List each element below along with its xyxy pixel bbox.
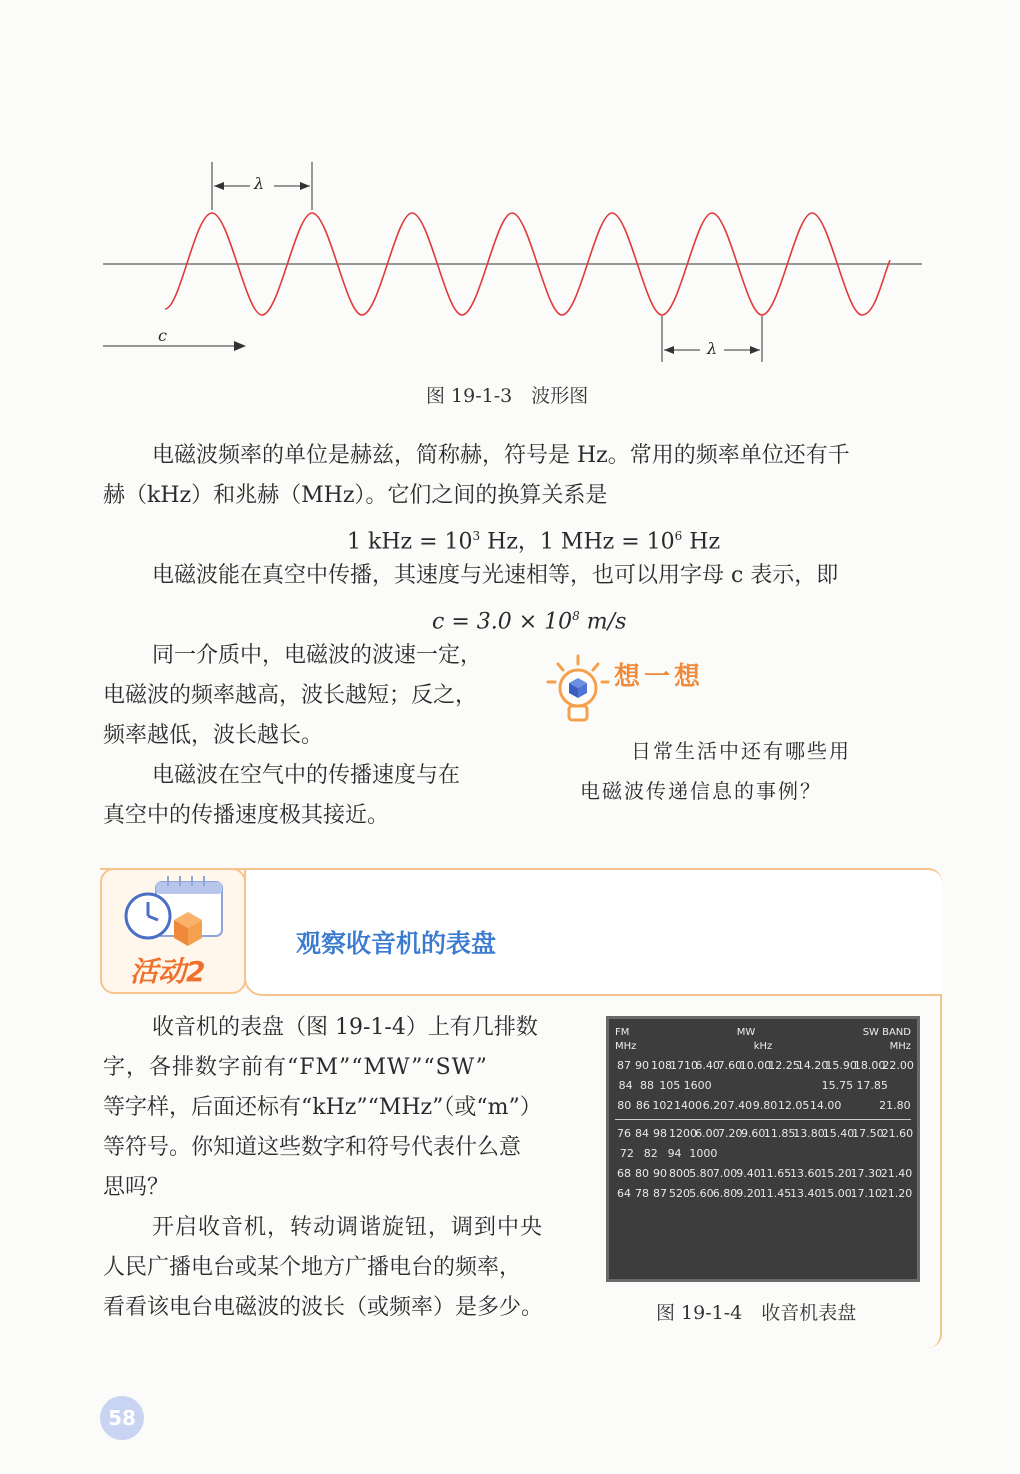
- dial-value: 6.00: [695, 1127, 720, 1140]
- dial-row: [615, 1147, 911, 1160]
- dial-value: 7.20: [718, 1127, 743, 1140]
- dial-value: 14.20: [796, 1059, 829, 1072]
- dial-value: 9.20: [736, 1187, 761, 1200]
- dial-value: 88: [639, 1079, 654, 1092]
- dial-value: 17.10: [850, 1187, 883, 1200]
- dial-value: 80: [635, 1167, 649, 1180]
- think-line: 日常生活中还有哪些用: [631, 739, 851, 763]
- dial-row: [615, 1099, 911, 1112]
- dial-value: 15.00: [820, 1187, 852, 1200]
- dial-value: 13.40: [790, 1187, 822, 1200]
- dial-value: 13.60: [790, 1167, 822, 1180]
- activity-line: 等字样，后面还标有“kHz”“MHz”（或“m”）: [103, 1095, 542, 1120]
- dial-value: [723, 1147, 741, 1160]
- figure-caption-wave: 图 19-1-3 波形图: [426, 385, 589, 407]
- paragraph-line: 赫（kHz）和兆赫（MHz）。它们之间的换算关系是: [103, 483, 608, 508]
- dial-value: 9.60: [740, 1127, 766, 1140]
- dial-value: 21.20: [880, 1187, 913, 1200]
- dial-value: [819, 1147, 837, 1160]
- figure-caption-dial: 图 19-1-4 收音机表盘: [656, 1302, 857, 1324]
- activity-line: 等符号。你知道这些数字和符号代表什么意: [103, 1135, 522, 1160]
- dial-value: 80: [617, 1099, 632, 1112]
- dial-value: [890, 1147, 908, 1160]
- dial-value: 90: [653, 1167, 667, 1180]
- dial-value: 21.80: [879, 1099, 911, 1112]
- dial-value: 98: [653, 1127, 667, 1140]
- dial-value: 6.20: [702, 1099, 728, 1112]
- dial-row: [615, 1127, 914, 1140]
- dial-value: 11.65: [759, 1167, 792, 1180]
- dial-value: 11.45: [759, 1187, 792, 1200]
- dial-value: 7.40: [727, 1099, 753, 1112]
- page-number: 58: [100, 1396, 144, 1440]
- paragraph-line: 频率越低，波长越长。: [103, 723, 324, 748]
- calendar-clock-icon: [118, 872, 228, 952]
- speed-label: c: [158, 326, 167, 345]
- dial-value: 6.40: [695, 1059, 720, 1072]
- paragraph-line: 电磁波能在真空中传播，其速度与光速相等，也可以用字母 c 表示，即: [152, 563, 839, 588]
- dial-value: 800: [669, 1167, 690, 1180]
- dial-value: 94: [667, 1147, 682, 1160]
- dial-value: 7.00: [712, 1167, 738, 1180]
- dial-value: 6.80: [712, 1187, 738, 1200]
- dial-value: [747, 1147, 765, 1160]
- dial-value: 87: [617, 1059, 631, 1072]
- dial-value: 18.00: [853, 1059, 886, 1072]
- dial-value: 22.00: [882, 1059, 914, 1072]
- activity-line: 看看该电台电磁波的波长（或频率）是多少。: [103, 1295, 544, 1320]
- dial-value: 82: [643, 1147, 658, 1160]
- dial-value: [842, 1099, 860, 1112]
- dial-value: [758, 1079, 776, 1092]
- paragraph-line: 电磁波频率的单位是赫兹，简称赫，符号是 Hz。常用的频率单位还有千: [152, 443, 850, 468]
- activity-line: 收音机的表盘（图 19-1-4）上有几排数: [152, 1015, 538, 1040]
- dial-value: 17.50: [852, 1127, 884, 1140]
- dial-value: 5.80: [689, 1167, 714, 1180]
- dial-value: 1600: [683, 1079, 712, 1092]
- dial-value: 72: [619, 1147, 634, 1160]
- dial-value: 1200: [669, 1127, 697, 1140]
- paragraph-line: 同一介质中，电磁波的波速一定，: [152, 643, 483, 668]
- dial-value: 13.80: [793, 1127, 825, 1140]
- dial-value: 12.05: [777, 1099, 810, 1112]
- dial-value: 9.40: [736, 1167, 761, 1180]
- dial-value: 1400: [674, 1099, 703, 1112]
- dial-value: 9.80: [752, 1099, 778, 1112]
- dial-value: 17.30: [850, 1167, 883, 1180]
- dial-value: 84: [618, 1079, 633, 1092]
- dial-value: 90: [635, 1059, 649, 1072]
- lightbulb-icon: [540, 652, 610, 732]
- dial-value: 520: [669, 1187, 690, 1200]
- dial-value: 15.20: [820, 1167, 852, 1180]
- sw-band-label: SW BAND: [862, 1027, 911, 1038]
- dial-value: 11.85: [763, 1127, 796, 1140]
- sw-unit-label: MHz: [889, 1041, 911, 1052]
- dial-value: 14.00: [809, 1099, 842, 1112]
- think-title: 想一想: [614, 662, 705, 692]
- dial-value: 17.85: [856, 1079, 888, 1092]
- activity-badge: 活动2: [130, 955, 206, 988]
- dial-value: 15.40: [822, 1127, 855, 1140]
- fm-band-label: FM: [615, 1027, 630, 1038]
- formula-frequency: 1 kHz = $10^3$ Hz，1 MHz = $10^6$ Hz: [347, 529, 721, 555]
- dial-value: [779, 1079, 797, 1092]
- dial-value: 108: [651, 1059, 672, 1072]
- dial-row: [615, 1187, 911, 1200]
- dial-value: 1000: [689, 1147, 718, 1160]
- lambda-label-top: λ: [254, 174, 265, 193]
- dial-value: 84: [635, 1127, 649, 1140]
- dial-value: 10.00: [739, 1059, 772, 1072]
- activity-title: 观察收音机的表盘: [296, 929, 497, 958]
- dial-value: [736, 1079, 754, 1092]
- dial-row: [615, 1079, 911, 1092]
- formula-speed: $c = 3.0 \times 10^8$ m/s: [432, 609, 627, 635]
- dial-value: [891, 1079, 909, 1092]
- activity-badge-box: [100, 868, 246, 994]
- dial-value: 5.60: [689, 1187, 714, 1200]
- dial-value: 102: [652, 1099, 674, 1112]
- activity-line: 开启收音机，转动调谐旋钮，调到中央: [152, 1215, 544, 1240]
- dial-value: 21.40: [880, 1167, 913, 1180]
- dial-value: 68: [617, 1167, 631, 1180]
- fm-unit-label: MHz: [615, 1041, 637, 1052]
- dial-value: [800, 1079, 818, 1092]
- radio-dial-photo: [606, 1016, 920, 1282]
- dial-value: [715, 1079, 733, 1092]
- dial-value: 105: [659, 1079, 681, 1092]
- dial-value: [795, 1147, 813, 1160]
- think-line: 电磁波传递信息的事例？: [580, 779, 822, 803]
- dial-value: 15.75: [821, 1079, 854, 1092]
- dial-value: 87: [653, 1187, 667, 1200]
- dial-value: 1710: [670, 1059, 699, 1072]
- dial-value: [866, 1147, 884, 1160]
- dial-value: 15.90: [825, 1059, 857, 1072]
- dial-value: 76: [617, 1127, 631, 1140]
- mw-unit-label: kHz: [753, 1041, 773, 1052]
- dial-value: 12.25: [768, 1059, 800, 1072]
- dial-row: [615, 1167, 911, 1180]
- dial-pointer-line: [615, 1119, 911, 1120]
- dial-value: 64: [617, 1187, 631, 1200]
- activity-line: 思吗？: [103, 1175, 170, 1200]
- lambda-label-bottom: λ: [707, 339, 718, 358]
- paragraph-line: 真空中的传播速度极其接近。: [103, 803, 390, 828]
- dial-row: [615, 1059, 914, 1072]
- dial-value: 78: [635, 1187, 649, 1200]
- dial-value: [861, 1099, 879, 1112]
- dial-value: 86: [635, 1099, 650, 1112]
- paragraph-line: 电磁波在空气中的传播速度与在: [152, 763, 461, 788]
- mw-band-label: MW: [736, 1027, 756, 1038]
- activity-line: 人民广播电台或某个地方广播电台的频率，: [103, 1255, 522, 1280]
- paragraph-line: 电磁波的频率越高，波长越短；反之，: [103, 683, 478, 708]
- wave-figure: [0, 150, 1020, 370]
- dial-value: [771, 1147, 789, 1160]
- activity-line: 字，各排数字前有“FM”“MW”“SW”: [103, 1055, 488, 1080]
- dial-value: 21.60: [881, 1127, 914, 1140]
- dial-value: [842, 1147, 860, 1160]
- dial-value: 7.60: [717, 1059, 743, 1072]
